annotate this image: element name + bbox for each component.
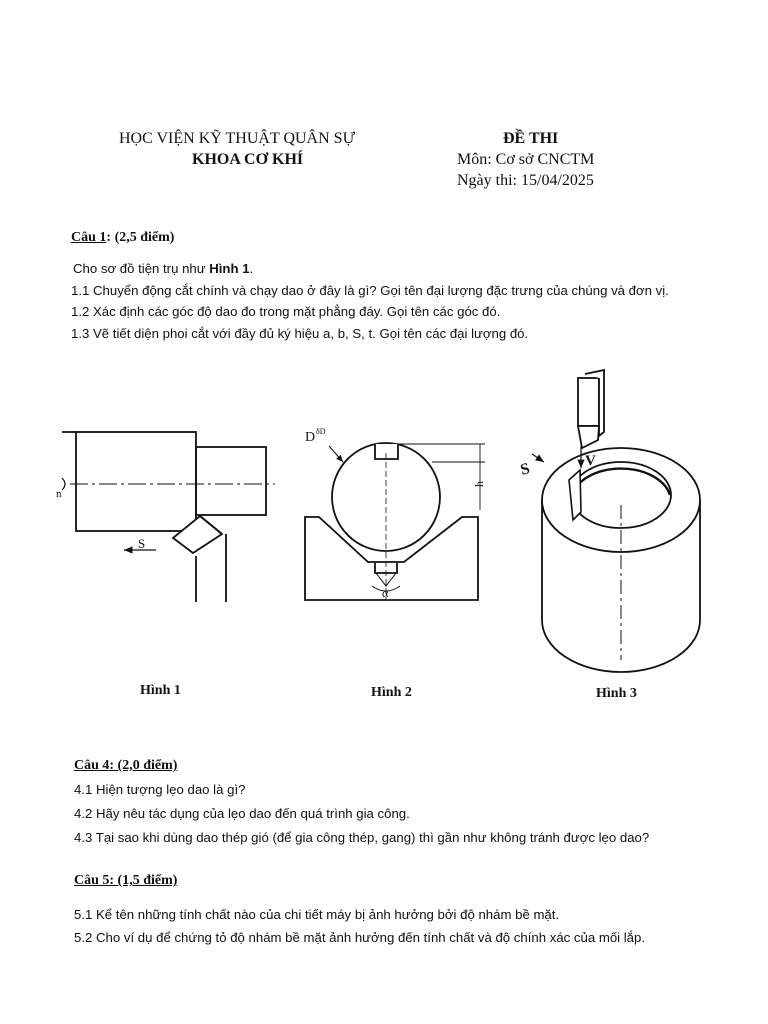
figure-1-caption: Hình 1 <box>140 683 181 698</box>
fig2-label-alpha: α <box>382 586 389 600</box>
exam-subject: Môn: Cơ sở CNCTM <box>457 151 595 168</box>
q4-item: 4.1 Hiện tượng lẹo dao là gì? <box>74 782 246 797</box>
figure-1-turning-diagram <box>62 432 275 602</box>
figures-area <box>0 360 768 710</box>
fig1-label-s: S <box>138 536 146 551</box>
q1-intro <box>73 261 253 276</box>
q4-item: 4.3 Tại sao khi dùng dao thép gió (để gia công thép, gang) thì gần như không tránh được lẹo dao? <box>74 830 650 845</box>
figure-2-caption: Hình 2 <box>371 685 412 700</box>
q1-item: 1.3 Vẽ tiết diện phoi cắt với đầy đủ ký hiệu a, b, S, t. Gọi tên các đại lượng đó. <box>71 326 529 341</box>
q1-intro-text: Cho sơ đồ tiện trụ như <box>73 261 210 276</box>
figure-2-vblock-diagram <box>305 443 485 600</box>
fig3-label-v: V <box>585 453 596 469</box>
fig2-label-h: h <box>472 481 486 487</box>
exam-date: Ngày thi: 15/04/2025 <box>457 172 594 189</box>
q5-item: 5.1 Kể tên những tính chất nào của chi tiết máy bị ảnh hưởng bởi độ nhám bề mặt. <box>74 907 560 922</box>
q4-item: 4.2 Hãy nêu tác dụng của lẹo dao đến quá trình gia công. <box>74 806 410 821</box>
q1-intro-suffix: . <box>249 261 254 276</box>
figure-3-caption: Hình 3 <box>596 686 637 701</box>
figure-3-hollow-cylinder <box>532 370 700 672</box>
q1-title <box>71 230 174 246</box>
fig2-label-d: D <box>305 430 316 445</box>
exam-title: ĐỀ THI <box>503 130 559 147</box>
fig1-label-n: n <box>56 488 62 500</box>
fig3-label-s: S <box>518 460 532 479</box>
fig2-label-d-superscript: δD <box>316 427 326 436</box>
q1-item: 1.1 Chuyển động cắt chính và chạy dao ở đây là gì? Gọi tên đại lượng đặc trưng của chúng và đơn vị. <box>71 283 669 298</box>
institute-name: HỌC VIỆN KỸ THUẬT QUÂN SỰ <box>119 130 355 147</box>
q1-intro-figure-ref: Hình 1 <box>209 261 250 276</box>
q1-item: 1.2 Xác định các góc độ dao đo trong mặt phẳng đáy. Gọi tên các góc đó. <box>71 304 501 319</box>
q4-title: Câu 4: (2,0 điểm) <box>74 758 178 773</box>
q1-title-number: Câu 1 <box>71 230 107 245</box>
q5-title: Câu 5: (1,5 điểm) <box>74 873 178 888</box>
q5-item: 5.2 Cho ví dụ để chứng tỏ độ nhám bề mặt ảnh hưởng đến tính chất và độ chính xác của mối lắp. <box>74 930 646 945</box>
faculty-name: KHOA CƠ KHÍ <box>192 151 304 168</box>
q1-title-points: : (2,5 điểm) <box>106 230 175 245</box>
